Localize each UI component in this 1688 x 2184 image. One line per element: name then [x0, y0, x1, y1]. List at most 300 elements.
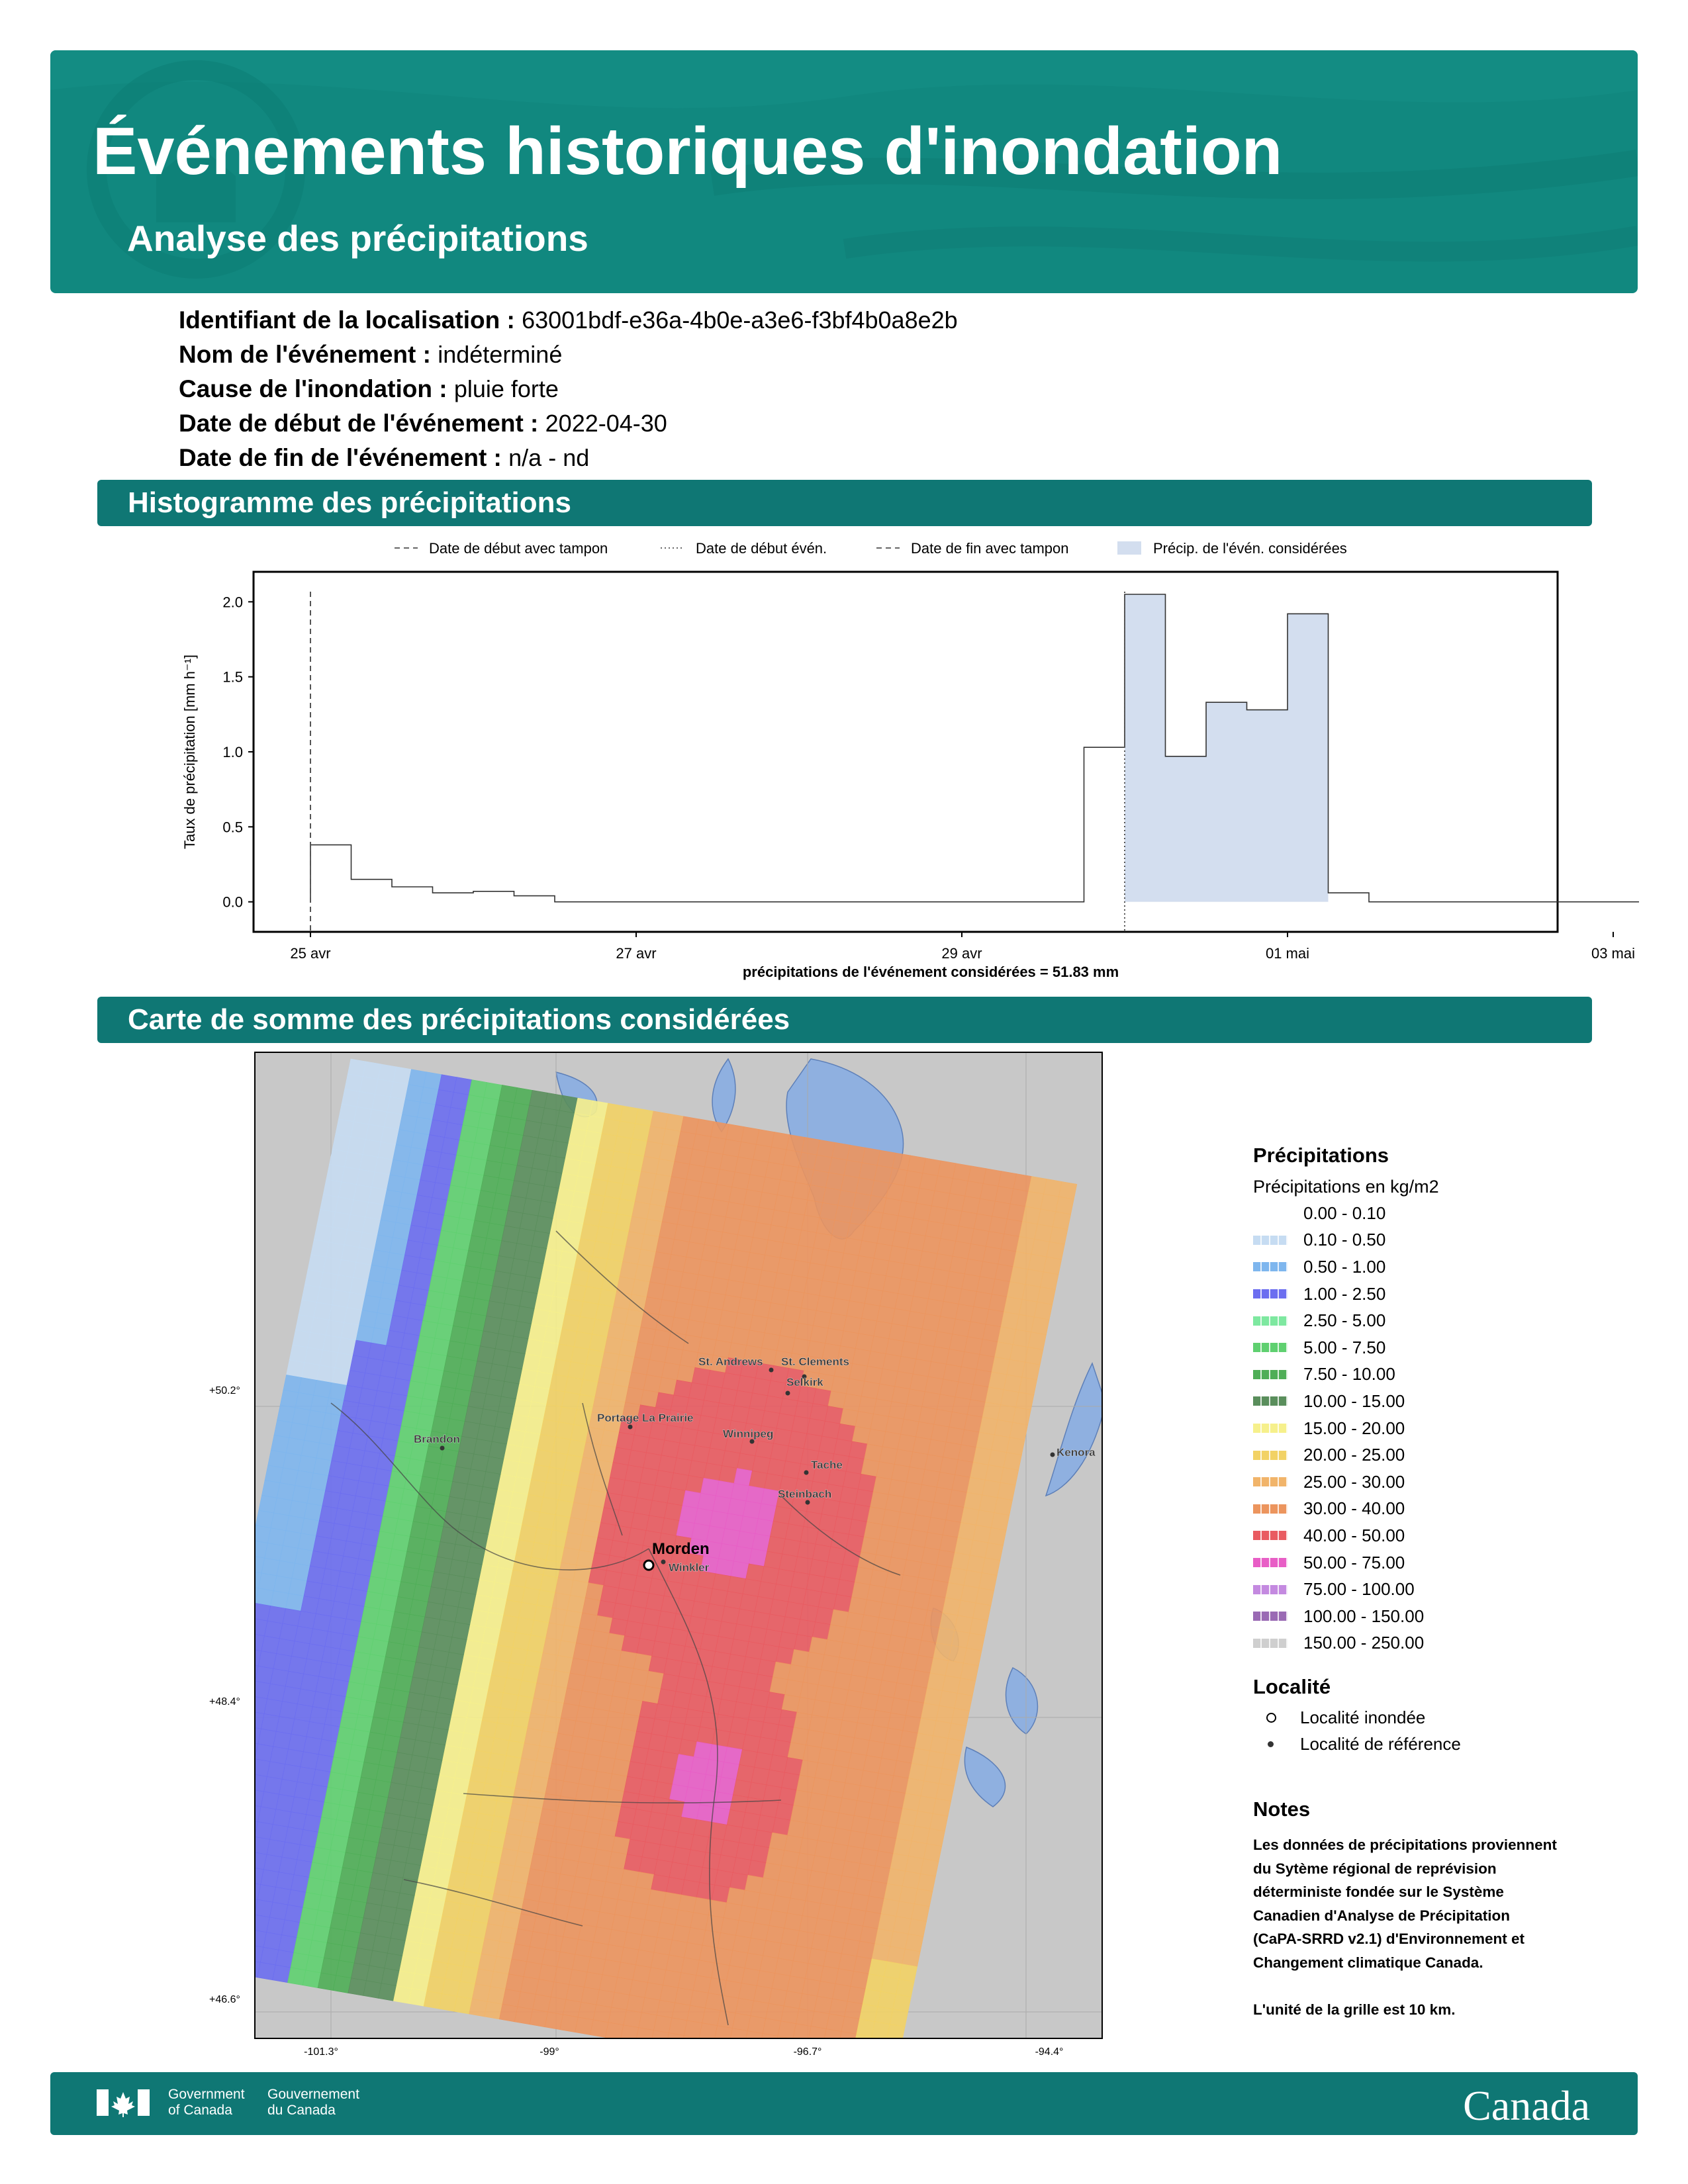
legend-swatch: [1253, 1451, 1288, 1460]
y-tick-label: 2.0: [222, 594, 243, 611]
precip-cell: [1058, 1181, 1076, 1199]
flooded-locality-label: Localité inondée: [1300, 1707, 1426, 1727]
legend-class: [1253, 1253, 1624, 1281]
precip-cell: [1015, 1392, 1033, 1410]
place-label: St. Andrews: [698, 1355, 763, 1368]
info-value: indéterminé: [438, 341, 563, 368]
precip-cell: [896, 1979, 914, 1997]
info-value: n/a - nd: [508, 444, 590, 471]
precip-cell: [188, 1841, 206, 1859]
precip-cell: [955, 1693, 972, 1711]
precip-cell: [868, 2036, 886, 2054]
reference-locality-marker: [786, 1391, 790, 1396]
legend-class: [1253, 1549, 1624, 1576]
info-row: [179, 303, 958, 338]
legend-classes: [1253, 1200, 1624, 1657]
y-tick-label: 1.5: [222, 668, 243, 686]
precip-cell: [912, 1904, 929, 1922]
event-precip-bar: [1166, 756, 1207, 902]
legend-class-label: 1.00 - 2.50: [1303, 1283, 1386, 1304]
precip-cell: [221, 1831, 239, 1849]
legend-class-label: 25.00 - 30.00: [1303, 1471, 1405, 1492]
precip-cell: [714, 2026, 732, 2044]
legend-class: [1253, 1334, 1624, 1361]
place-label: Steinbach: [778, 1488, 832, 1500]
info-value: 63001bdf-e36a-4b0e-a3e6-f3bf4b0a8e2b: [522, 306, 958, 334]
info-label: Date de fin de l'événement :: [179, 444, 509, 471]
reference-locality-marker: [628, 1425, 633, 1430]
notes-title: Notes: [1253, 1797, 1311, 1821]
precip-cell: [1041, 1272, 1058, 1290]
precip-cell: [185, 1934, 203, 1952]
place-label: Brandon: [414, 1433, 460, 1445]
precip-cell: [902, 1949, 920, 1967]
notes-text: [1253, 1833, 1624, 2021]
legend-class: [1253, 1630, 1624, 1657]
place-label: Selkirk: [786, 1376, 823, 1388]
legend-swatch: [1253, 1558, 1288, 1567]
precip-cell: [233, 1927, 251, 1945]
legend-class: [1253, 1603, 1624, 1630]
precip-cell: [230, 1942, 248, 1960]
precip-cell: [185, 1856, 203, 1874]
precip-cell: [203, 1922, 221, 1940]
legend-swatch: [1253, 1236, 1288, 1245]
info-label: Cause de l'inondation :: [179, 375, 454, 402]
precip-cell: [1025, 1347, 1043, 1365]
precip-cell: [890, 2009, 908, 2027]
precip-cell: [1034, 1302, 1052, 1320]
legend-class: [1253, 1281, 1624, 1308]
precip-cell: [185, 1886, 197, 1904]
legend-class-label: 0.10 - 0.50: [1303, 1230, 1386, 1250]
x-tick-label: 25 avr: [290, 945, 331, 962]
precip-cell: [185, 1949, 200, 1967]
precip-cell: [203, 1766, 221, 1784]
precip-cell: [185, 1932, 188, 1950]
legend-class-label: 150.00 - 250.00: [1303, 1633, 1425, 1653]
legend-class-label: 20.00 - 25.00: [1303, 1445, 1405, 1465]
legend-swatch: [1253, 1208, 1288, 1218]
precip-cell: [230, 1786, 248, 1804]
precip-cell: [936, 1784, 954, 1801]
precip-cell: [908, 1919, 926, 1936]
legend-swatch: [1253, 1289, 1288, 1298]
x-tick-label: 29 avr: [941, 945, 982, 962]
precip-cell: [222, 1754, 240, 1772]
legend-subtitle: Précipitations en kg/m2: [1253, 1177, 1439, 1197]
legend-swatch: [1253, 1612, 1288, 1621]
precip-cell: [191, 1827, 209, 1844]
reference-locality-icon: [1268, 1741, 1274, 1747]
precip-cell: [880, 2054, 898, 2072]
gov-en: [168, 2087, 245, 2118]
precip-cell: [228, 1801, 246, 1819]
precip-cell: [212, 1877, 230, 1895]
precip-cell: [236, 1834, 254, 1852]
legend-reference-locality: [1253, 1731, 1624, 1758]
precip-cell: [1007, 1437, 1025, 1455]
precip-cell: [200, 1859, 218, 1877]
precip-cell: [942, 1753, 960, 1771]
legend-swatch: [1253, 1477, 1288, 1486]
precipitation-sum-map: [185, 1032, 1112, 2078]
precip-cell: [726, 2043, 744, 2061]
precip-cell: [234, 1771, 252, 1789]
precip-cell: [933, 1799, 951, 1817]
legend-buffer-end-label: Date de fin avec tampon: [911, 540, 1069, 557]
precip-cell: [1031, 1317, 1049, 1335]
precip-cell: [231, 1709, 249, 1727]
legend-class-label: 100.00 - 150.00: [1303, 1606, 1425, 1626]
legend-class: [1253, 1469, 1624, 1496]
legend-class-label: 5.00 - 7.50: [1303, 1337, 1386, 1357]
precip-cell: [970, 1618, 988, 1636]
reference-locality-label: Localité de référence: [1300, 1734, 1461, 1754]
precip-cell: [212, 1954, 230, 1972]
gov-en-line1: Government: [168, 2087, 245, 2102]
lat-label: +50.2°: [209, 1385, 240, 1396]
legend-swatch: [1253, 1424, 1288, 1433]
precip-cell: [991, 1513, 1009, 1531]
y-tick-label: 0.5: [222, 819, 243, 836]
section-histogram-title: Histogramme des précipitations: [128, 486, 571, 519]
legend-swatch: [1253, 1396, 1288, 1406]
precip-cell: [884, 2039, 902, 2057]
precip-cell: [635, 2028, 653, 2046]
precip-cell: [231, 1631, 249, 1649]
notes-line: Changement climatique Canada.: [1253, 1954, 1483, 1971]
place-label: Kenora: [1056, 1446, 1096, 1459]
precip-cell: [209, 1891, 227, 1909]
info-row: [179, 441, 958, 475]
precip-cell: [1019, 1377, 1037, 1395]
notes-line: Canadien d'Analyse de Précipitation: [1253, 1907, 1510, 1924]
gov-en-line2: of Canada: [168, 2103, 232, 2118]
header-banner: [50, 50, 1638, 293]
precip-cell: [230, 1864, 248, 1882]
legend-class-label: 10.00 - 15.00: [1303, 1390, 1405, 1411]
precip-cell: [759, 2034, 777, 2052]
info-value: 2022-04-30: [545, 410, 667, 437]
precip-cell: [197, 1952, 214, 1970]
precip-cell: [1037, 1287, 1055, 1305]
precip-cell: [207, 1751, 224, 1769]
x-tick-label: 27 avr: [616, 945, 657, 962]
event-precip-bar: [1206, 702, 1247, 901]
precip-cell: [865, 2052, 883, 2070]
precip-cell: [745, 2031, 763, 2049]
precip-cell: [961, 1663, 978, 1681]
precip-cell: [222, 1676, 240, 1694]
precip-cell: [1053, 1212, 1070, 1230]
precip-cell: [185, 1901, 194, 1919]
place-label: St. Clements: [781, 1355, 849, 1368]
legend-class-label: 2.50 - 5.00: [1303, 1310, 1386, 1331]
x-tick-label: 03 mai: [1591, 945, 1636, 962]
precip-cell: [972, 1603, 990, 1621]
reference-locality-marker: [661, 1560, 666, 1565]
precip-cell: [948, 1723, 966, 1741]
gov-fr: [267, 2087, 359, 2118]
precip-cell: [215, 1940, 233, 1958]
lat-label: +46.6°: [209, 1994, 240, 2005]
precip-cell: [197, 1874, 215, 1892]
precip-cell: [917, 1874, 935, 1891]
precip-cell: [1000, 1467, 1018, 1485]
place-label: Winkler: [669, 1561, 710, 1574]
notes-line: [1253, 1974, 1624, 1998]
precip-cell: [224, 1739, 242, 1756]
precip-cell: [1047, 1242, 1064, 1259]
precip-cell: [808, 2026, 826, 2044]
legend-class-label: 40.00 - 50.00: [1303, 1525, 1405, 1545]
precip-cell: [228, 1723, 246, 1741]
locality-title: Localité: [1253, 1675, 1331, 1699]
legend-class: [1253, 1522, 1624, 1549]
precip-step-line: [310, 594, 1639, 902]
precip-cell: [194, 1811, 212, 1829]
precip-cell: [923, 1844, 941, 1862]
place-label: Portage La Prairie: [597, 1412, 694, 1424]
precip-cell: [914, 1889, 932, 1907]
y-tick-label: 0.0: [222, 893, 243, 911]
y-tick-label: 1.0: [222, 744, 243, 760]
legend-class-label: 15.00 - 20.00: [1303, 1418, 1405, 1438]
legend-event-precip-swatch: [1117, 541, 1141, 555]
legend-class-label: 50.00 - 75.00: [1303, 1552, 1405, 1572]
precip-cell: [957, 1678, 975, 1696]
legend-class: [1253, 1307, 1624, 1334]
precip-cell: [221, 1909, 239, 1927]
precip-cell: [757, 2048, 774, 2066]
precip-cell: [851, 2049, 868, 2067]
legend-class: [1253, 1388, 1624, 1415]
info-row: [179, 406, 958, 441]
precip-cell: [835, 2046, 853, 2064]
notes-line: L'unité de la grille est 10 km.: [1253, 2001, 1456, 2018]
legend-class: [1253, 1200, 1624, 1227]
legend-class: [1253, 1227, 1624, 1254]
legend-swatch: [1253, 1316, 1288, 1326]
precip-cell: [237, 1756, 255, 1774]
precip-cell: [985, 1543, 1003, 1561]
precip-cell: [998, 1482, 1015, 1500]
precip-cell: [212, 1721, 230, 1739]
precip-cell: [224, 1817, 242, 1835]
legend-class: [1253, 1576, 1624, 1603]
flooded-locality-icon: [1266, 1713, 1276, 1723]
precip-cell: [951, 1708, 969, 1726]
precip-cell: [772, 2051, 790, 2069]
info-label: Date de début de l'événement :: [179, 410, 545, 437]
precip-cell: [620, 2025, 638, 2043]
precip-cell: [927, 1829, 945, 1846]
footer-bar: [50, 2072, 1638, 2135]
precip-cell: [216, 1706, 234, 1724]
plot-frame: [254, 572, 1558, 932]
info-row: [179, 372, 958, 406]
gov-fr-line1: Gouvernement: [267, 2087, 359, 2102]
info-label: Nom de l'événement :: [179, 341, 438, 368]
lon-label: -96.7°: [793, 2046, 822, 2058]
precip-cell: [939, 1768, 957, 1786]
precip-cell: [207, 1829, 224, 1846]
legend-swatch: [1253, 1504, 1288, 1514]
legend-class-label: 7.50 - 10.00: [1303, 1364, 1395, 1385]
section-map-title: Carte de somme des précipitations considérées: [128, 1003, 790, 1036]
precip-cell: [899, 1964, 917, 1982]
gov-fr-line2: du Canada: [267, 2103, 336, 2118]
info-row: [179, 338, 958, 372]
event-info: [179, 303, 958, 475]
precip-cell: [982, 1558, 1000, 1576]
legend-swatch: [1253, 1343, 1288, 1352]
event-precip-bar: [1247, 710, 1288, 902]
precip-cell: [236, 1912, 254, 1930]
precip-cell: [976, 1588, 994, 1606]
precip-cell: [1043, 1257, 1061, 1275]
lat-label: +48.4°: [209, 1696, 240, 1707]
lon-label: -94.4°: [1035, 2046, 1064, 2058]
info-label: Identifiant de la localisation :: [179, 306, 522, 334]
precip-cell: [741, 2046, 759, 2064]
legend-event-precip-label: Précip. de l'évén. considérées: [1153, 540, 1347, 557]
precip-cell: [1028, 1332, 1046, 1350]
precipitation-histogram: [50, 529, 1639, 993]
precip-cell: [224, 1894, 242, 1912]
precip-cell: [185, 1872, 200, 1889]
precip-cell: [1056, 1197, 1074, 1214]
precip-cell: [696, 2038, 714, 2056]
precip-cell: [201, 1781, 218, 1799]
legend-class: [1253, 1415, 1624, 1442]
precip-cell: [218, 1769, 236, 1787]
precip-cell: [994, 1498, 1012, 1516]
page-title: Événements historiques d'inondation: [93, 114, 1283, 189]
legend-buffer-start-label: Date de début avec tampon: [429, 540, 608, 557]
legend-class-label: 0.50 - 1.00: [1303, 1256, 1386, 1277]
legend-flooded-locality: [1253, 1704, 1624, 1731]
canada-flag-icon: [97, 2089, 150, 2118]
place-label: Tache: [811, 1459, 843, 1471]
precip-cell: [1013, 1407, 1031, 1425]
precip-cell: [215, 1862, 233, 1880]
info-value: pluie forte: [453, 375, 559, 402]
legend-swatch: [1253, 1585, 1288, 1594]
y-axis-label: Taux de précipitation [mm h⁻¹]: [181, 654, 198, 850]
precip-cell: [218, 1925, 236, 1942]
precip-cell: [200, 1937, 218, 1955]
precip-cell: [966, 1633, 984, 1651]
x-tick-label: 01 mai: [1265, 945, 1310, 962]
precip-cell: [1049, 1227, 1067, 1245]
precip-cell: [209, 1814, 227, 1832]
precip-cell: [237, 1600, 255, 1618]
reference-locality-marker: [1051, 1453, 1055, 1457]
precip-cell: [237, 1678, 255, 1696]
section-histogram-bar: [97, 480, 1592, 526]
precip-cell: [1009, 1422, 1027, 1440]
precip-cell: [194, 1889, 212, 1907]
precip-cell: [191, 1904, 209, 1922]
place-label: Morden: [652, 1540, 710, 1558]
event-precip-bar: [1125, 594, 1166, 902]
map-legend: [1253, 1144, 1624, 2021]
precip-cell: [921, 1858, 939, 1876]
legend-class-label: 30.00 - 40.00: [1303, 1498, 1405, 1519]
precip-cell: [988, 1527, 1006, 1545]
precip-cell: [212, 1799, 230, 1817]
precip-cell: [197, 1796, 215, 1814]
notes-line: (CaPA-SRRD v2.1) d'Environnement et: [1253, 1931, 1524, 1948]
legend-class: [1253, 1441, 1624, 1469]
event-precip-bar: [1288, 614, 1329, 901]
legend-class-label: 75.00 - 100.00: [1303, 1579, 1415, 1600]
reference-locality-marker: [769, 1368, 774, 1373]
precip-cell: [228, 1646, 246, 1664]
lon-label: -99°: [539, 2046, 559, 2058]
legend-event-start-label: Date de début évén.: [696, 540, 827, 557]
precip-cell: [838, 2031, 856, 2049]
lon-label: -101.3°: [304, 2046, 338, 2058]
precip-cell: [820, 2044, 838, 2062]
precip-cell: [979, 1573, 997, 1591]
notes-line: du Sytème régional de reprévision: [1253, 1860, 1497, 1877]
precip-cell: [227, 1957, 245, 1975]
precip-cell: [1022, 1362, 1040, 1380]
notes-line: Les données de précipitations proviennent: [1253, 1837, 1557, 1854]
legend-swatch: [1253, 1531, 1288, 1540]
legend-class: [1253, 1361, 1624, 1388]
precip-cell: [225, 1661, 243, 1678]
precip-cell: [802, 2056, 820, 2074]
legend-class-label: 0.00 - 0.10: [1303, 1203, 1386, 1223]
precip-cell: [227, 1880, 245, 1897]
precip-cell: [853, 2034, 871, 2052]
precip-cell: [893, 1994, 911, 2012]
legend-title: Précipitations: [1253, 1144, 1389, 1167]
legend-swatch: [1253, 1370, 1288, 1379]
flooded-locality-marker: [644, 1561, 653, 1570]
notes-line: déterministe fondée sur le Système: [1253, 1884, 1504, 1901]
precip-cell: [206, 1907, 224, 1925]
x-axis-label: précipitations de l'événement considérées = 51.83 mm: [742, 964, 1119, 980]
precip-cell: [711, 2040, 729, 2058]
reference-locality-marker: [806, 1500, 810, 1505]
precip-cell: [729, 2028, 747, 2046]
precip-cell: [234, 1849, 252, 1867]
precip-cell: [203, 1844, 221, 1862]
precip-cell: [1004, 1453, 1021, 1471]
legend-class: [1253, 1496, 1624, 1523]
precip-cell: [185, 1917, 191, 1934]
precip-cell: [945, 1739, 963, 1756]
precip-cell: [905, 1934, 923, 1952]
precip-cell: [188, 1919, 206, 1937]
legend-swatch: [1253, 1639, 1288, 1648]
place-label: Winnipeg: [723, 1428, 774, 1440]
precip-cell: [887, 2025, 905, 2042]
precip-cell: [666, 2033, 684, 2051]
page-subtitle: Analyse des précipitations: [127, 218, 588, 259]
canada-wordmark: Canada: [1463, 2082, 1590, 2129]
precip-cell: [930, 1813, 948, 1831]
precip-cell: [964, 1648, 982, 1666]
legend-swatch: [1253, 1262, 1288, 1271]
precip-cell: [218, 1846, 236, 1864]
reference-locality-marker: [440, 1446, 445, 1451]
